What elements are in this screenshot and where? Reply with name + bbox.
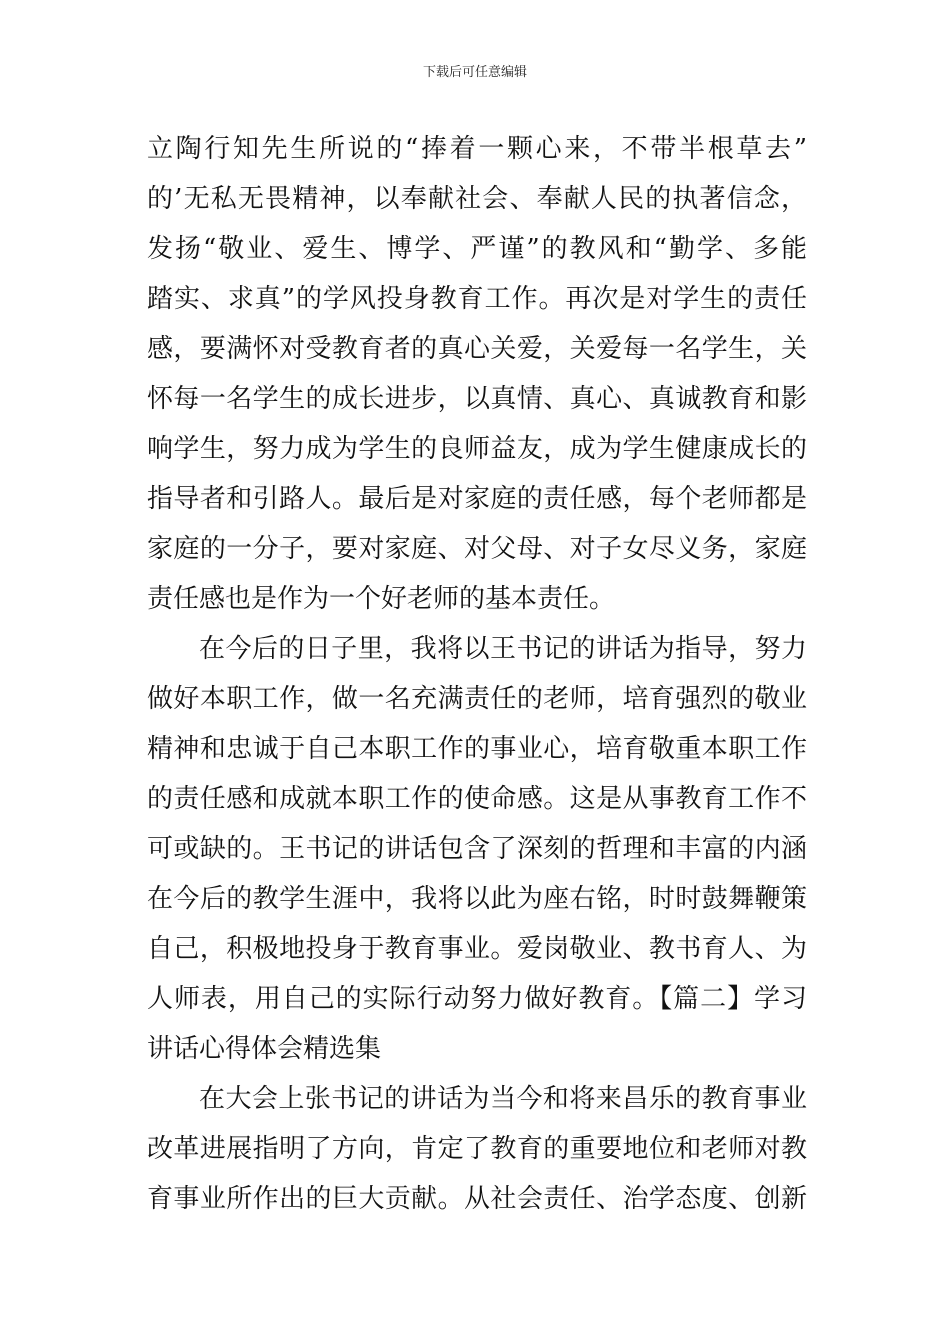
text-line: 改革进展指明了方向，肯定了教育的重要地位和老师对教 — [147, 1134, 807, 1164]
text-line: 响学生，努力成为学生的良师益友，成为学生健康成长的 — [147, 434, 807, 464]
text-line: 人师表，用自己的实际行动努力做好教育。【篇二】学习 — [147, 984, 807, 1014]
text-line: 自己，积极地投身于教育事业。爱岗敬业、教书育人、为 — [147, 934, 807, 964]
text-line: 精神和忠诚于自己本职工作的事业心，培育敬重本职工作 — [147, 734, 807, 764]
text-line: 踏实、求真”的学风投身教育工作。再次是对学生的责任 — [147, 284, 807, 314]
text-line: 怀每一名学生的成长进步，以真情、真心、真诚教育和影 — [147, 384, 807, 414]
text-line: 责任感也是作为一个好老师的基本责任。 — [147, 584, 616, 614]
text-line: 可或缺的。王书记的讲话包含了深刻的哲理和丰富的内涵 — [147, 834, 807, 864]
paragraph-start-line: 在大会上张书记的讲话为当今和将来昌乐的教育事业 — [199, 1084, 807, 1114]
text-line: 讲话心得体会精选集 — [147, 1034, 382, 1064]
text-line: 的’无私无畏精神，以奉献社会、奉献人民的执著信念， — [147, 184, 807, 214]
paragraph-start-line: 在今后的日子里，我将以王书记的讲话为指导，努力 — [199, 634, 807, 664]
document-body — [147, 124, 807, 1224]
text-line: 家庭的一分子，要对家庭、对父母、对子女尽义务，家庭 — [147, 534, 807, 564]
text-line: 感，要满怀对受教育者的真心关爱，关爱每一名学生，关 — [147, 334, 807, 364]
text-line: 做好本职工作，做一名充满责任的老师，培育强烈的敬业 — [147, 684, 807, 714]
text-line: 发扬“敬业、爱生、博学、严谨”的教风和“勤学、多能 — [147, 234, 807, 264]
page-header: 下载后可任意编辑 — [422, 65, 527, 80]
text-line: 指导者和引路人。最后是对家庭的责任感，每个老师都是 — [147, 484, 807, 514]
text-line: 的责任感和成就本职工作的使命感。这是从事教育工作不 — [147, 784, 807, 814]
text-line: 立陶行知先生所说的“捧着一颗心来，不带半根草去” — [147, 134, 807, 164]
text-line: 育事业所作出的巨大贡献。从社会责任、治学态度、创新 — [147, 1184, 807, 1214]
text-line: 在今后的教学生涯中，我将以此为座右铭，时时鼓舞鞭策 — [147, 884, 807, 914]
